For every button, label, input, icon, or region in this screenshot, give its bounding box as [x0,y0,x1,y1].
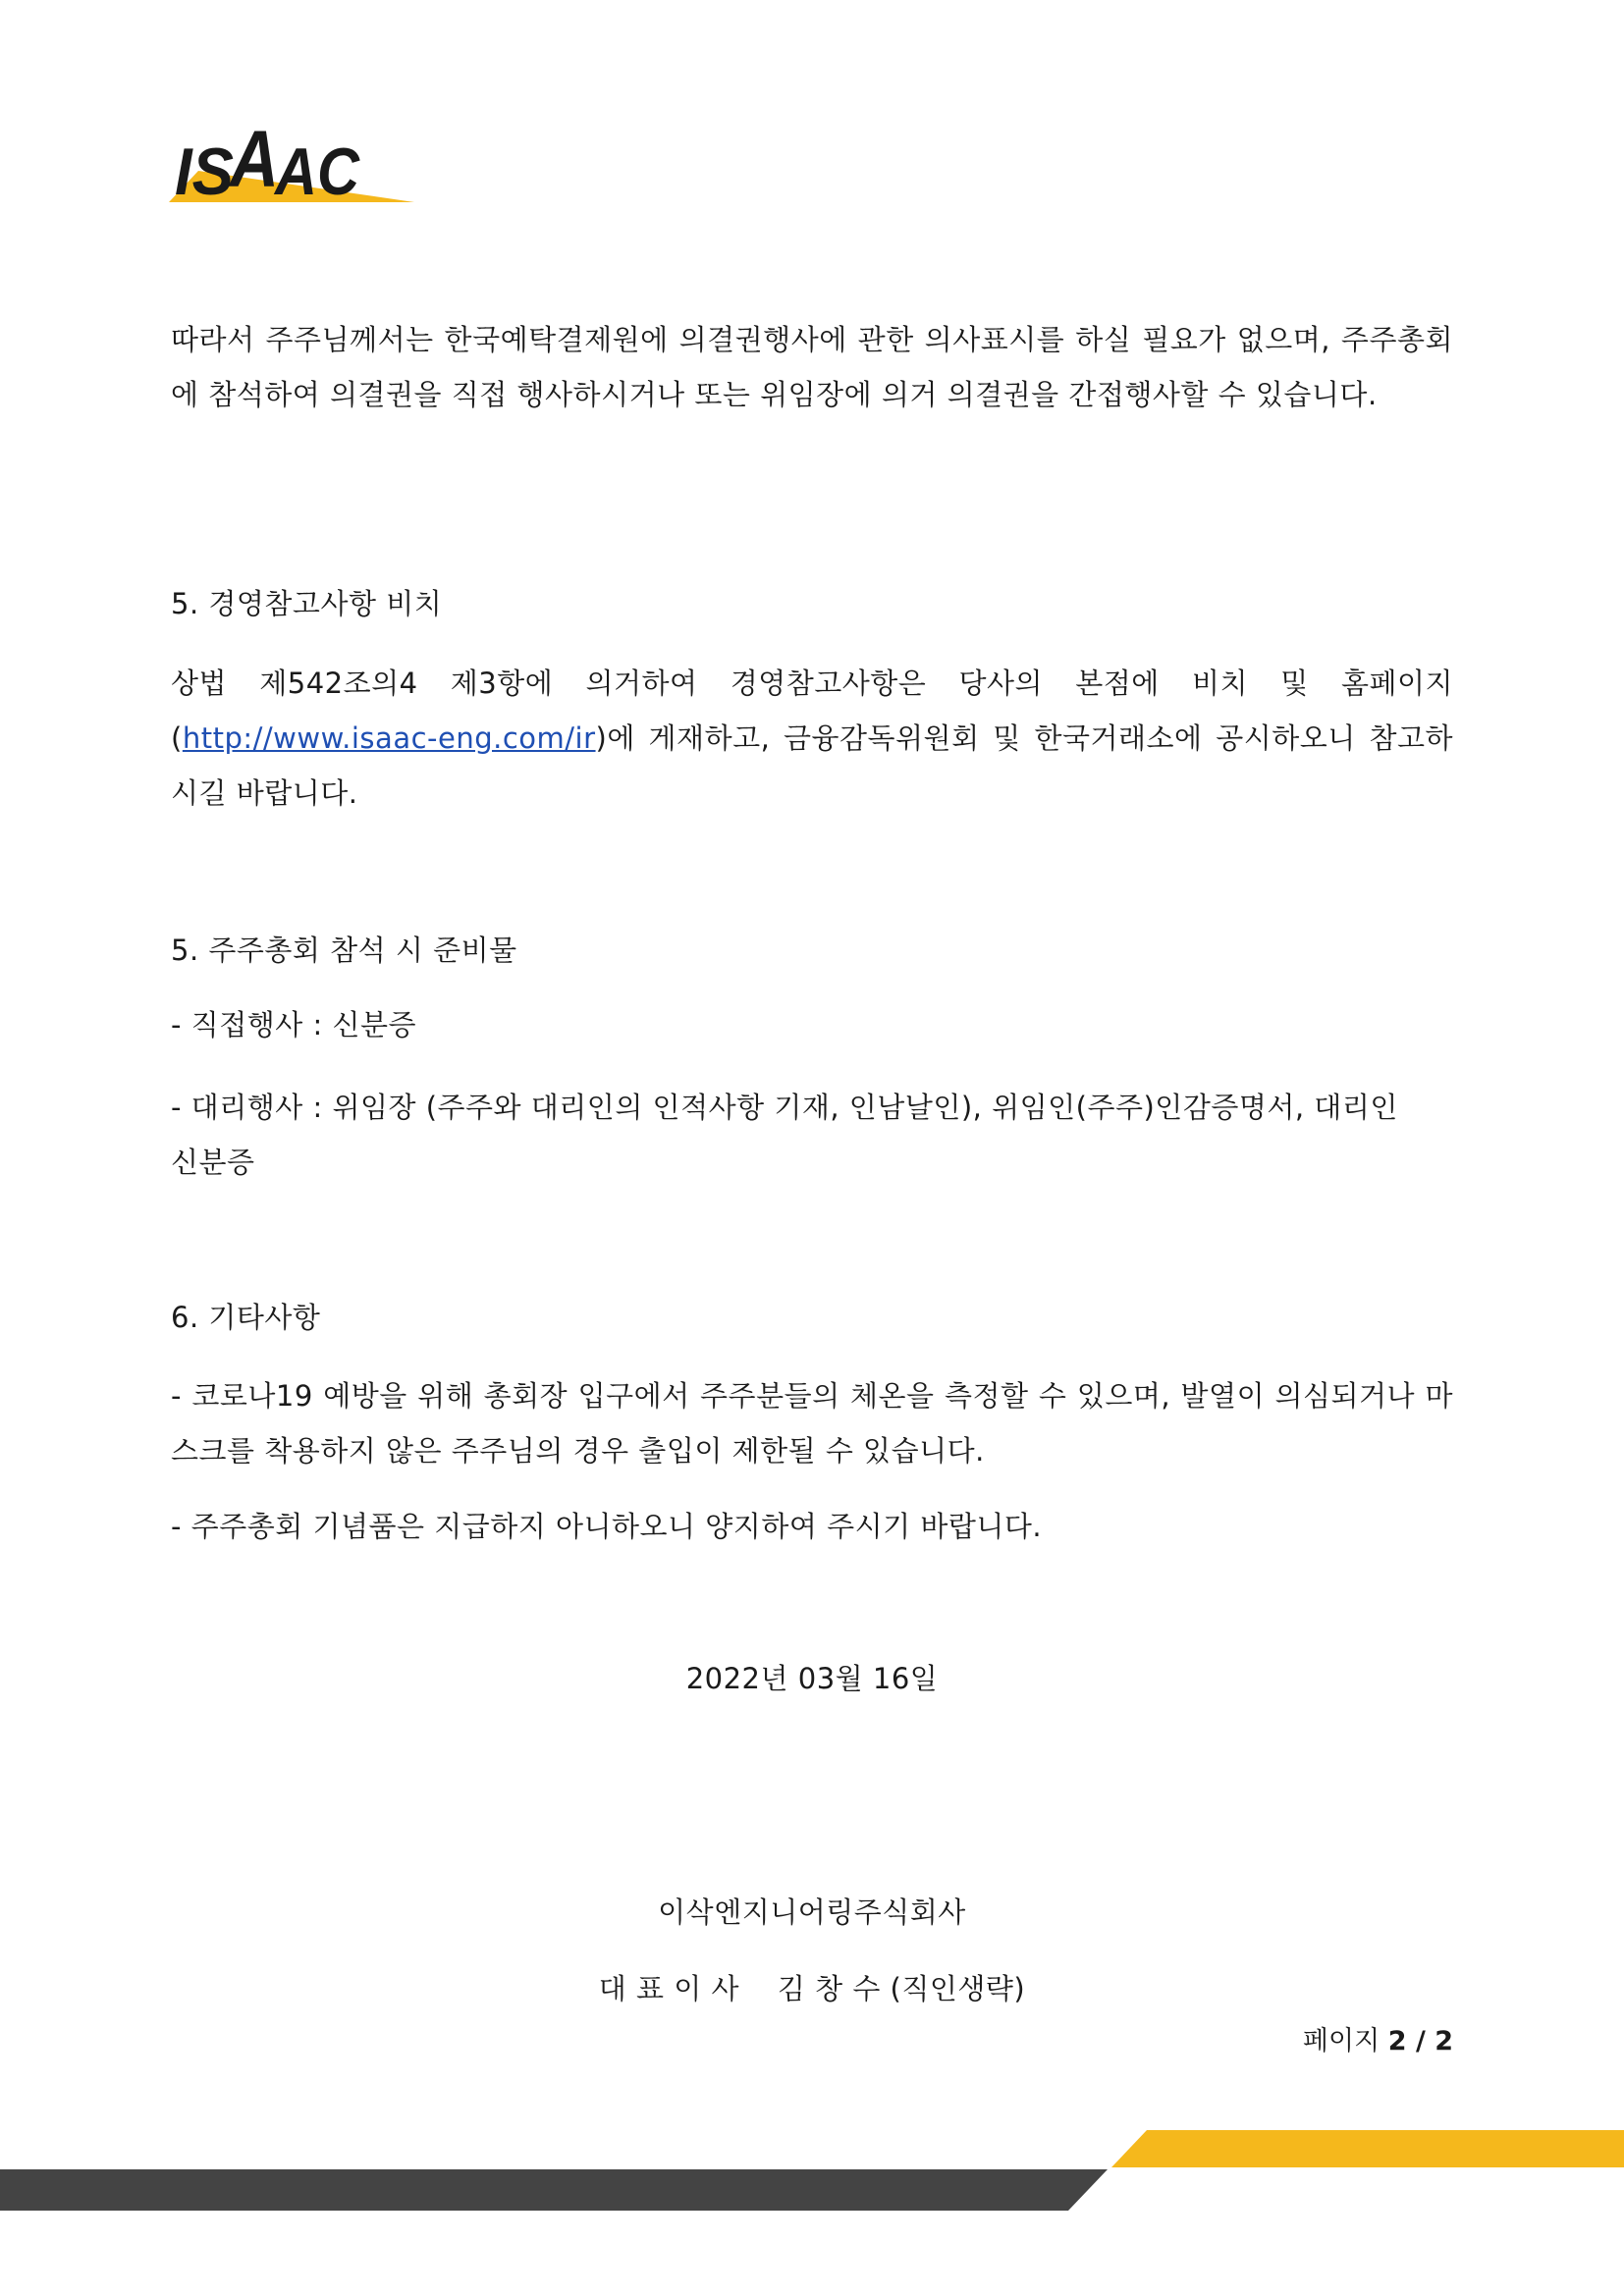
svg-text:AC: AC [273,134,360,206]
etc-item-souvenir: - 주주총회 기념품은 지급하지 아니하오니 양지하여 주시기 바랍니다. [171,1510,1043,1543]
ir-homepage-link[interactable]: http://www.isaac-eng.com/ir [182,721,596,755]
isaac-logo [169,126,414,206]
section-5a-text-before: 상법 제542조의4 제3항에 의거하여 경영참고사항은 당사의 본점에 비치 및 홈페이지 ( [171,667,1453,755]
prep-item-direct: - 직접행사 : 신분증 [171,1008,416,1041]
section-6-heading: 6. 기타사항 [171,1301,321,1334]
page-number [1303,2022,1453,2061]
section-5b-heading: 5. 주주총회 참석 시 준비물 [171,934,517,967]
svg-text:A: A [228,126,279,204]
svg-text:IS: IS [175,134,234,206]
section-5a-text-after: )에 게재하고, 금융감독위원회 및 한국거래소에 공시하오니 참고하시길 바랍니다. [171,721,1453,810]
footer-stripes [0,2130,1624,2296]
prep-item-proxy: - 대리행사 : 위임장 (주주와 대리인의 인적사항 기재, 인남날인), 위임인(주주)인감증명서, 대리인신분증 [171,1091,1398,1179]
isaac-logo-mark [169,126,414,206]
section-5a-paragraph [171,656,1453,821]
intro-paragraph: 따라서 주주님께서는 한국예탁결제원에 의결권행사에 관한 의사표시를 하실 필요가 없으며, 주주총회에 참석하여 의결권을 직접 행사하시거나 또는 위임장에 의거 의결권을 간접행사할 수 있습니다. [171,323,1453,411]
footer-band [0,2130,1624,2296]
section-5a-heading: 5. 경영참고사항 비치 [171,587,443,620]
page-count: 2 / 2 [1387,2026,1453,2056]
etc-item-covid: - 코로나19 예방을 위해 총회장 입구에서 주주분들의 체온을 측정할 수 있으며, 발열이 의심되거나 마스크를 착용하지 않은 주주님의 경우 출입이 제한될 수 있습니다. [171,1379,1453,1468]
company-name: 이삭엔지니어링주식회사 [658,1896,966,1929]
notice-date: 2022년 03월 16일 [685,1662,939,1695]
representative-line: 대 표 이 사 김 창 수 (직인생략) [598,1972,1026,2005]
page-label: 페이지 [1302,2026,1380,2056]
